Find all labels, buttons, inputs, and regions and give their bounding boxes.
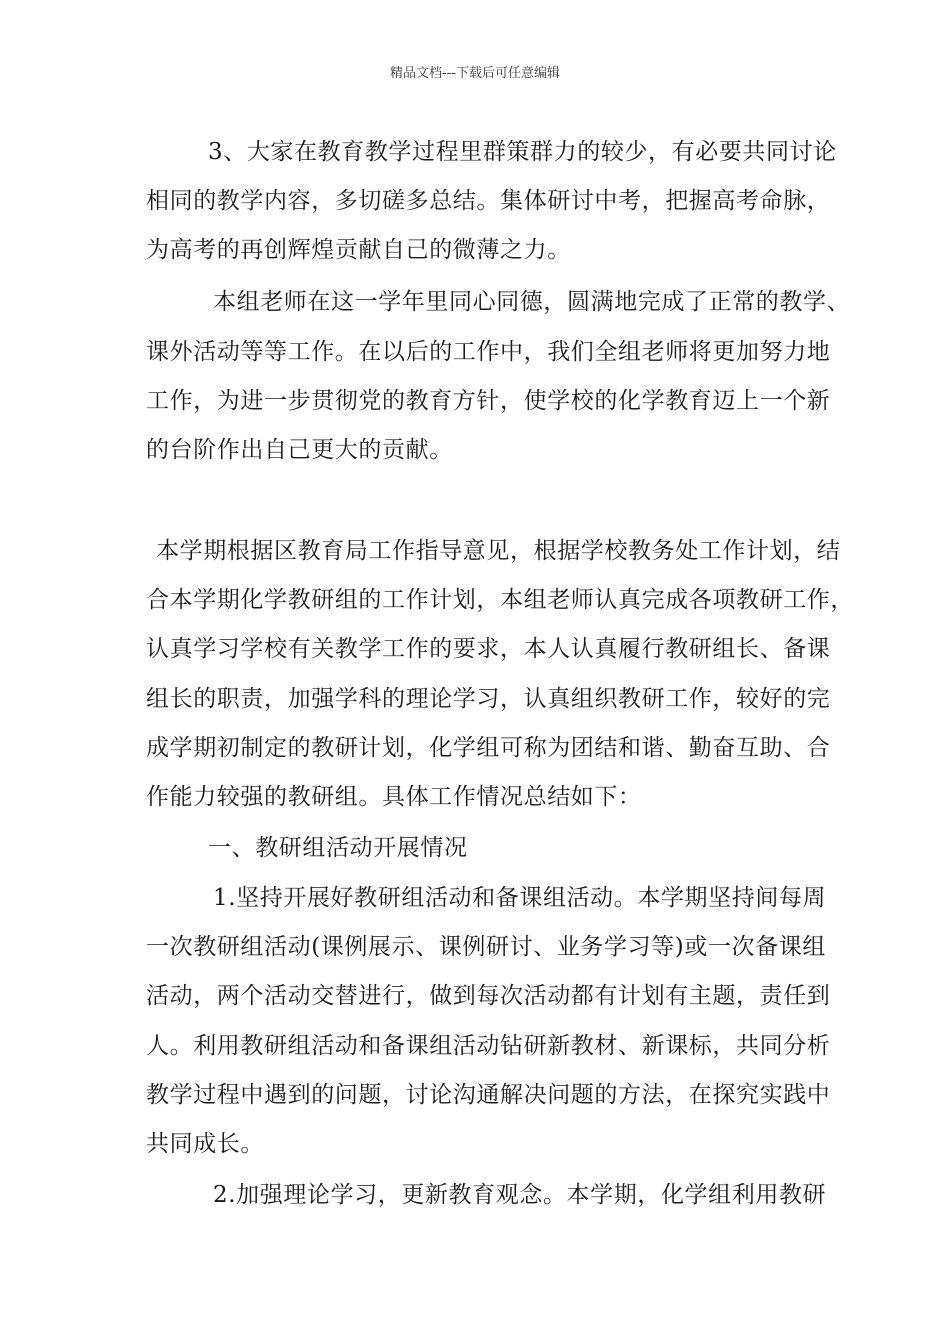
text-line: 的台阶作出自己更大的贡献。 [146, 437, 453, 463]
text-line: 组长的职责，加强学科的理论学习，认真组织教研工作，较好的完 [146, 686, 831, 712]
text-line: 活动，两个活动交替进行，做到每次活动都有计划有主题，责任到 [146, 983, 831, 1009]
text-line: 为高考的再创辉煌贡献自己的微薄之力。 [146, 237, 571, 263]
text-line: 课外活动等等工作。在以后的工作中，我们全组老师将更加努力地 [146, 339, 831, 365]
text-line: 教学过程中遇到的问题，讨论沟通解决问题的方法，在探究实践中 [146, 1082, 831, 1108]
text-line: 成学期初制定的教研计划，化学组可称为团结和谐、勤奋互助、合 [146, 735, 831, 761]
text-line: 本组老师在这一学年里同心同德，圆满地完成了正常的教学、 [213, 289, 851, 315]
text-line: 合本学期化学教研组的工作计划，本组老师认真完成各项教研工作， [146, 587, 854, 613]
text-line: 共同成长。 [146, 1131, 264, 1157]
section-heading: 一、教研组活动开展情况 [208, 835, 468, 861]
page-header: 精品文档---下载后可任意编辑 [389, 66, 561, 81]
text-line: 3、大家在教育教学过程里群策群力的较少，有必要共同讨论 [208, 139, 837, 165]
text-line: 作能力较强的教研组。具体工作情况总结如下： [146, 784, 642, 810]
text-line: 2.加强理论学习，更新教育观念。本学期，化学组利用教研 [213, 1182, 827, 1208]
text-line: 本学期根据区教育局工作指导意见，根据学校教务处工作计划，结 [156, 538, 841, 564]
text-line: 工作，为进一步贯彻党的教育方针，使学校的化学教育迈上一个新 [146, 388, 831, 414]
text-line: 人。利用教研组活动和备课组活动钻研新教材、新课标，共同分析 [146, 1033, 831, 1059]
text-line: 相同的教学内容，多切磋多总结。集体研讨中考，把握高考命脉， [146, 188, 831, 214]
text-line: 一次教研组活动(课例展示、课例研讨、业务学习等)或一次备课组 [146, 934, 826, 960]
text-line: 1.坚持开展好教研组活动和备课组活动。本学期坚持间每周 [213, 885, 827, 911]
text-line: 认真学习学校有关教学工作的要求，本人认真履行教研组长、备课 [146, 636, 831, 662]
